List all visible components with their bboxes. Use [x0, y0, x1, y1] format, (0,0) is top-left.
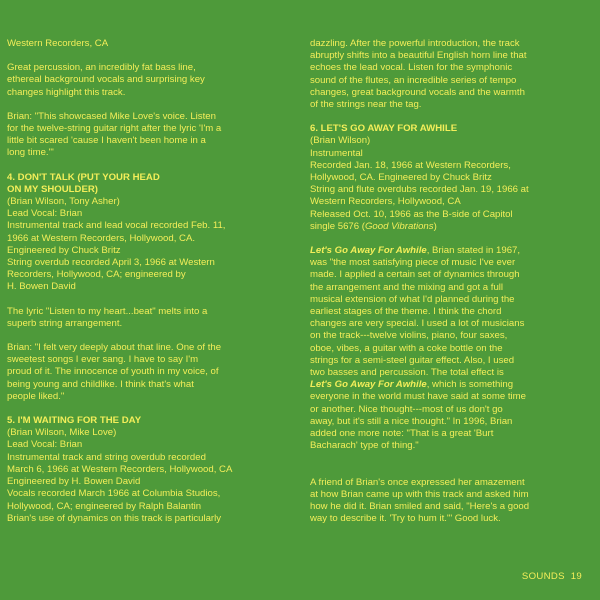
- studio-line: Western Recorders, CA: [7, 38, 109, 49]
- track6-credits: [310, 135, 595, 233]
- page-footer: [522, 571, 582, 583]
- footer-label: SOUNDS: [521, 571, 565, 582]
- track3-brian-quote: Brian: "This showcased Mike Love's voice. Listen for the twelve-string guitar right after the lyric 'I'm a little bit scared 'cause I haven't been home in a long time.'": [7, 110, 222, 159]
- track5-heading: 5. I'M WAITING FOR THE DAY: [7, 415, 142, 427]
- track6-credits-close: ): [433, 220, 437, 232]
- track5-credits: (Brian Wilson, Mike Love) Lead Vocal: Brian Instrumental track and string overdub recorded March 6, 1966 at Western Recorders, Hollywood, CA Engineered by H. Bowen David Vocals recorded March 1966 at Columbia Studios, Hollywood, CA; engineered by Ralph Balantin Brian's use of dynamics on this track is particularly: [7, 427, 233, 524]
- track6-credits-text: (Brian Wilson) Instrumental Recorded Jan. 18, 1966 at Western Recorders, Hollywood, CA. Engineered by Chuck Britz String and flute overdubs recorded Jan. 19, 1966 at Western Recorders, Hollywood, CA Released Oct. 10, 1966 as the B-side of Capitol single 5676 (: [310, 135, 529, 232]
- track4-description: The lyric "Listen to my heart...beat" melts into a superb string arrangement.: [7, 305, 208, 329]
- right-column: [310, 38, 595, 525]
- track4-brian-quote: Brian: "I felt very deeply about that line. One of the sweetest songs I ever sang. I have to say I'm proud of it. The innocence of youth in my voice, of being young and childlike. I think that's what people liked.": [7, 342, 222, 402]
- track6-statement-text-b: , which is something everyone in the world must have said at some time or another. Nice thought---most of us don't go away, but it's still a nice thought." In 1996, Brian added one more note: "That is a great 'Burt Bacharach' type of thing.": [310, 379, 526, 452]
- track6-heading: 6. LET'S GO AWAY FOR AWHILE: [310, 123, 458, 135]
- single-title: Good Vibrations: [364, 220, 434, 232]
- track5-description-cont: dazzling. After the powerful introduction, the track abruptly shifts into a beautiful English horn line that echoes the lead vocal. Listen for the symphonic sound of the flutes, an incredible series of tempo changes, great background vocals and the warmth of the strings near the tag.: [310, 38, 527, 111]
- left-column: [7, 38, 297, 525]
- track3-description: Great percussion, an incredibly fat bass line, ethereal background vocals and surprising key changes highlight this track.: [7, 62, 205, 98]
- track4-heading: 4. DON'T TALK (PUT YOUR HEAD ON MY SHOULDER): [7, 171, 160, 195]
- track6-anecdote: A friend of Brian's once expressed her amazement at how Brian came up with this track and asked him how he did it. Brian smiled and said, "Here's a good way to describe it. 'Try to hum it.'" Good luck.: [310, 476, 530, 525]
- page-number: 19: [570, 571, 582, 582]
- track4-credits: (Brian Wilson, Tony Asher) Lead Vocal: Brian Instrumental track and lead vocal recorded Feb. 11, 1966 at Western Recorders, Hollywood, CA. Engineered by Chuck Britz String overdub recorded April 3, 1966 at Western Recorders, Hollywood, CA; engineered by H. Bowen David: [7, 196, 226, 293]
- track6-brian-statement: [310, 245, 595, 452]
- track6-title-ref: Let's Go Away For Awhile: [310, 245, 427, 257]
- track6-title-ref-2: Let's Go Away For Awhile: [310, 379, 427, 391]
- track6-statement-text-a: , Brian stated in 1967, was "the most satisfying piece of music I've ever made. I applied a certain set of dynamics through the arrangement and the mixing and got a full musical extension of what I'd planned during the earliest stages of the theme. I think the chord changes are very special. I used a lot of musicians on the track---twelve violins, piano, four saxes, oboe, vibes, a guitar with a coke bottle on the strings for a semi-steel guitar effect. Also, I used two basses and percussion. The total effect is: [310, 245, 525, 379]
